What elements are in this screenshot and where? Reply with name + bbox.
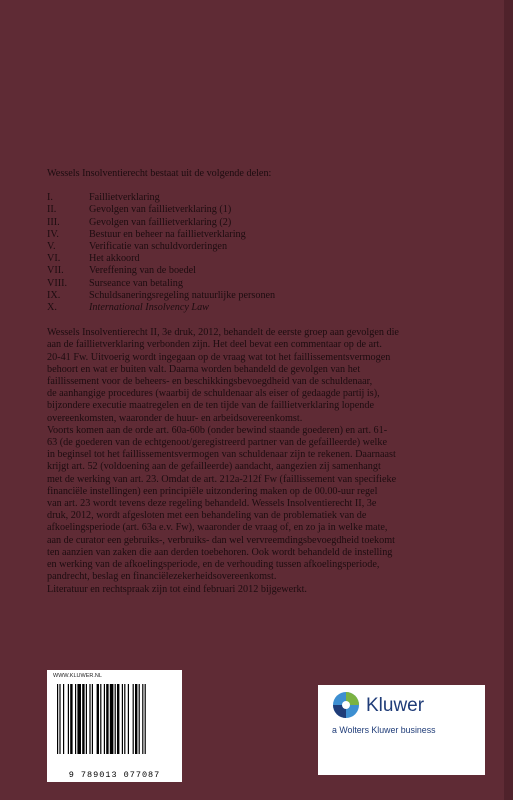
description-line: aan de curator een gebruiks-, verbruiks- dan wel vervreemdingsbevoegdheid toekomt [47,534,395,546]
barcode-bar [75,684,76,754]
part-title: Gevolgen van faillietverklaring (2) [89,216,232,228]
part-title: Surseance van betaling [89,277,183,289]
part-title: International Insolvency Law [89,302,209,314]
part-title: Schuldsaneringsregeling natuurlijke personen [89,289,276,301]
barcode-bar [104,684,105,754]
description-line: aan de faillietverklaring verbonden zijn. Het deel bevat een commentaar op de art. [47,339,382,351]
part-title: Verificatie van schuldvorderingen [89,241,228,253]
barcode-bar [89,684,90,754]
barcode-bar [57,684,58,754]
description-line: overeenkomsten, waaronder de huur- en arbeidsovereenkomst. [47,412,303,424]
description-line: faillissement voor de beheers- en beschikkingsbevoegdheid van de schuldenaar, [47,376,373,388]
barcode-bar [92,684,93,754]
part-title: Het akkoord [89,253,140,265]
description-line: ten aanzien van zaken die aan derden toebehoren. Ook wordt behandeld de instelling [47,546,393,558]
barcode-bar [115,684,116,754]
barcode-bar [82,684,84,754]
part-title: Faillietverklaring [89,192,160,204]
part-title: Vereffening van de boedel [89,265,197,277]
barcode-bar [100,684,101,754]
part-number: I. [47,192,53,204]
part-number: III. [47,216,60,228]
part-number: VI. [47,253,61,265]
part-number: IV. [47,228,59,240]
cover-edge [504,0,513,800]
description-line: Wessels Insolventierecht II, 3e druk, 2012, behandelt de eerste groep aan gevolgen die [47,327,399,339]
part-item [47,265,477,277]
description-line: Literatuur en rechtspraak zijn tot eind februari 2012 bijgewerkt. [47,583,307,595]
barcode-bar [142,684,143,754]
description-line: krijgt art. 52 (voldoening aan de gefailleerde) aandacht, aangezien zij samenhangt [47,461,381,473]
barcode-bar [106,684,108,754]
parts-list [47,192,477,314]
description-line: met de werking van art. 23. Omdat de art. 212a-212f Fw (faillissement van specifieke [47,473,397,485]
part-item [47,253,477,265]
barcode-label [47,670,182,782]
publisher-logo-box [318,685,485,775]
barcode-bar [135,684,137,754]
part-item [47,302,477,314]
barcode-bar [139,684,140,754]
barcode-bar [133,684,134,754]
description-line: de aanhangige procedures (waarbij de schuldenaar als eiser of gedaagde partij is), [47,388,380,400]
barcode-bar [128,684,129,754]
description [47,327,477,595]
barcode-bar [59,684,60,754]
barcode-bar [77,684,81,754]
barcode-bar [122,684,123,754]
description-line: 63 (de goederen van de echtgenoot/geregistreerd partner van de gefailleerde) welke [47,437,387,449]
barcode-bar [145,684,146,754]
part-number: VIII. [47,277,68,289]
part-number: V. [47,241,56,253]
part-item [47,241,477,253]
description-line: behoort en wat er buiten valt. Daarna worden behandeld de gevolgen van het [47,363,361,375]
part-item [47,204,477,216]
part-number: II. [47,204,57,216]
part-title: Bestuur en beheer na faillietverklaring [89,228,246,240]
part-item [47,217,477,229]
intro-text: Wessels Insolventierecht bestaat uit de volgende delen: [47,168,272,179]
barcode-bar [86,684,87,754]
barcode-bar [117,684,119,754]
publisher-tagline: a Wolters Kluwer business [332,725,436,735]
part-title: Gevolgen van faillietverklaring (1) [89,204,232,216]
part-item [47,229,477,241]
publisher-name: Kluwer [366,695,425,716]
description-line: van art. 23 wordt tevens deze regeling behandeld. Wessels Insolventierecht II, 3e [47,498,377,510]
part-number: X. [47,302,57,314]
part-number: VII. [47,265,64,277]
barcode-bar [110,684,114,754]
isbn-number: 9 789013 077087 [68,770,161,780]
description-line: afkoelingsperiode (art. 63a e.v. Fw), waaronder de vraag of, en zo ja in welke mate, [47,522,388,534]
barcode-bar [124,684,125,754]
description-line: 20-41 Fw. Uitvoerig wordt ingegaan op de vraag wat tot het faillissementsvermogen [47,351,391,363]
barcode-bar [70,684,72,754]
barcode-bar [63,684,64,754]
description-line: bijzondere executie maatregelen en de ten tijde van de faillietverklaring lopende [47,400,374,412]
description-line: en werking van de afkoelingsperiode, en de verhouding tussen afkoelingsperiode, [47,559,380,571]
barcode [57,684,172,764]
barcode-bar [97,684,99,754]
description-line: financiële instellingen) een principiële uitzondering maken op de 00.00-uur regel [47,485,378,497]
description-line: in beginsel tot het faillissementsvermogen van schuldenaar zijn te rekenen. Daarnaast [47,449,396,461]
kluwer-logo-icon [332,691,360,719]
part-item [47,192,477,204]
part-item [47,290,477,302]
barcode-bar [68,684,69,754]
description-line: druk, 2012, wordt afgesloten met een behandeling van de problematiek van de [47,510,367,522]
cover-text [47,168,477,596]
publisher-url: WWW.KLUWER.NL [53,673,102,679]
description-line: Voorts komen aan de orde art. 60a-60b (onder bewind staande goederen) en art. 61- [47,424,388,436]
part-number: IX. [47,289,61,301]
part-item [47,278,477,290]
description-line: pandrecht, beslag en financiëlezekerheidsovereenkomst. [47,571,277,583]
